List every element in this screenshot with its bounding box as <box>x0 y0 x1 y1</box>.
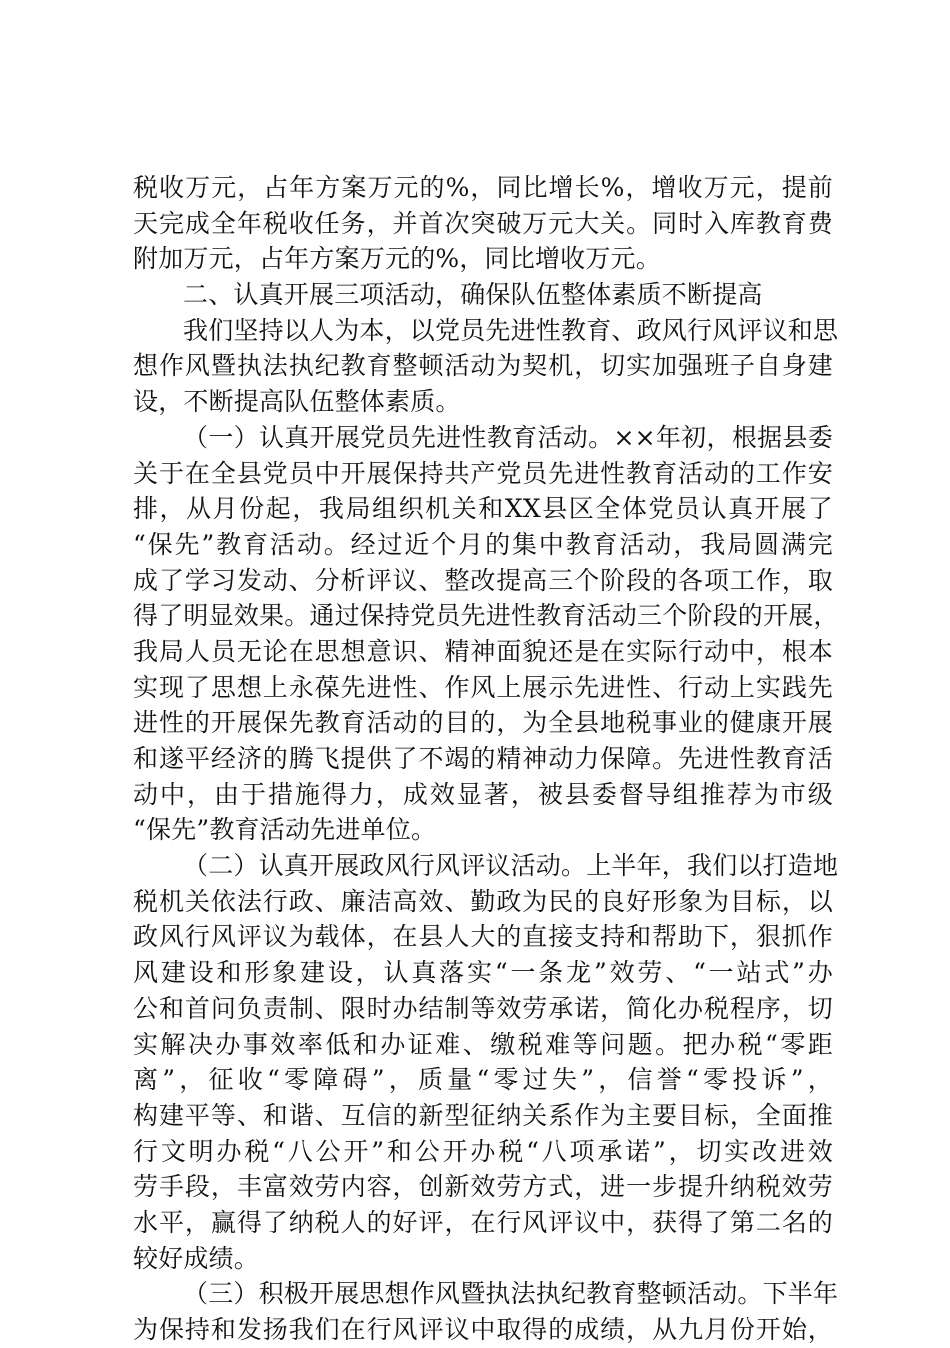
text-line: 设，不断提高队伍整体素质。 <box>133 387 461 417</box>
text-line: （一）认真开展党员先进性教育活动。××年初，根据县委 <box>183 422 833 452</box>
text-line: 我们坚持以人为本，以党员先进性教育、政风行风评议和思 <box>183 315 839 345</box>
text-line: 和遂平经济的腾飞提供了不竭的精神动力保障。先进性教育活 <box>133 744 833 773</box>
text-line: 关于在全县党员中开展保持共产党员先进性教育活动的工作安 <box>133 458 833 488</box>
text-line: 得了明显效果。通过保持党员先进性教育活动三个阶段的开展， <box>133 601 839 631</box>
text-line: 税机关依法行政、廉洁高效、勤政为民的良好形象为目标，以 <box>133 886 833 916</box>
text-line: 构建平等、和谐、互信的新型征纳关系作为主要目标，全面推 <box>133 1100 833 1130</box>
text-line: 劳手段，丰富效劳内容，创新效劳方式，进一步提升纳税效劳 <box>133 1172 833 1202</box>
text-line: 我局人员无论在思想意识、精神面貌还是在实际行动中，根本 <box>133 636 833 666</box>
text-line: 天完成全年税收任务，并首次突破万元大关。同时入库教育费 <box>133 208 833 238</box>
text-line: 较好成绩。 <box>133 1243 260 1273</box>
text-line: 进性的开展保先教育活动的目的，为全县地税事业的健康开展 <box>133 708 833 738</box>
text-line: “保先”教育活动先进单位。 <box>133 815 437 845</box>
text-line: 附加万元，占年方案万元的%，同比增收万元。 <box>133 244 661 274</box>
text-line: 动中，由于措施得力，成效显著，被县委督导组推荐为市级 <box>133 779 833 809</box>
text-line: 水平，赢得了纳税人的好评，在行风评议中，获得了第二名的 <box>133 1207 833 1237</box>
text-line: 二、认真开展三项活动，确保队伍整体素质不断提高 <box>183 280 763 310</box>
text-line: 实现了思想上永葆先进性、作风上展示先进性、行动上实践先 <box>133 672 833 702</box>
text-line: 成了学习发动、分析评议、整改提高三个阶段的各项工作，取 <box>133 565 833 595</box>
text-line: 行文明办税“八公开”和公开办税“八项承诺”，切实改进效 <box>133 1136 833 1166</box>
text-line: 政风行风评议为载体，在县人大的直接支持和帮助下，狠抓作 <box>133 922 833 952</box>
text-line: （二）认真开展政风行风评议活动。上半年，我们以打造地 <box>183 851 839 881</box>
text-line: 为保持和发扬我们在行风评议中取得的成绩，从九月份开始， <box>133 1315 833 1344</box>
text-line: “保先”教育活动。经过近个月的集中教育活动，我局圆满完 <box>133 529 833 559</box>
text-line: 税收万元，占年方案万元的%，同比增长%，增收万元，提前 <box>133 173 833 202</box>
text-line: 排，从月份起，我局组织机关和XX县区全体党员认真开展了 <box>133 494 833 524</box>
text-line: 风建设和形象建设，认真落实“一条龙”效劳、“一站式”办 <box>133 958 833 988</box>
document-body <box>133 170 839 1348</box>
text-line: 离”，征收“零障碍”，质量“零过失”，信誉“零投诉”， <box>133 1065 833 1095</box>
text-line: （三）积极开展思想作风暨执法执纪教育整顿活动。下半年 <box>183 1279 839 1309</box>
text-line: 实解决办事效率低和办证难、缴税难等问题。把办税“零距 <box>133 1029 833 1059</box>
text-line: 想作风暨执法执纪教育整顿活动为契机，切实加强班子自身建 <box>133 351 833 381</box>
text-line: 公和首问负责制、限时办结制等效劳承诺，简化办税程序，切 <box>133 993 833 1023</box>
